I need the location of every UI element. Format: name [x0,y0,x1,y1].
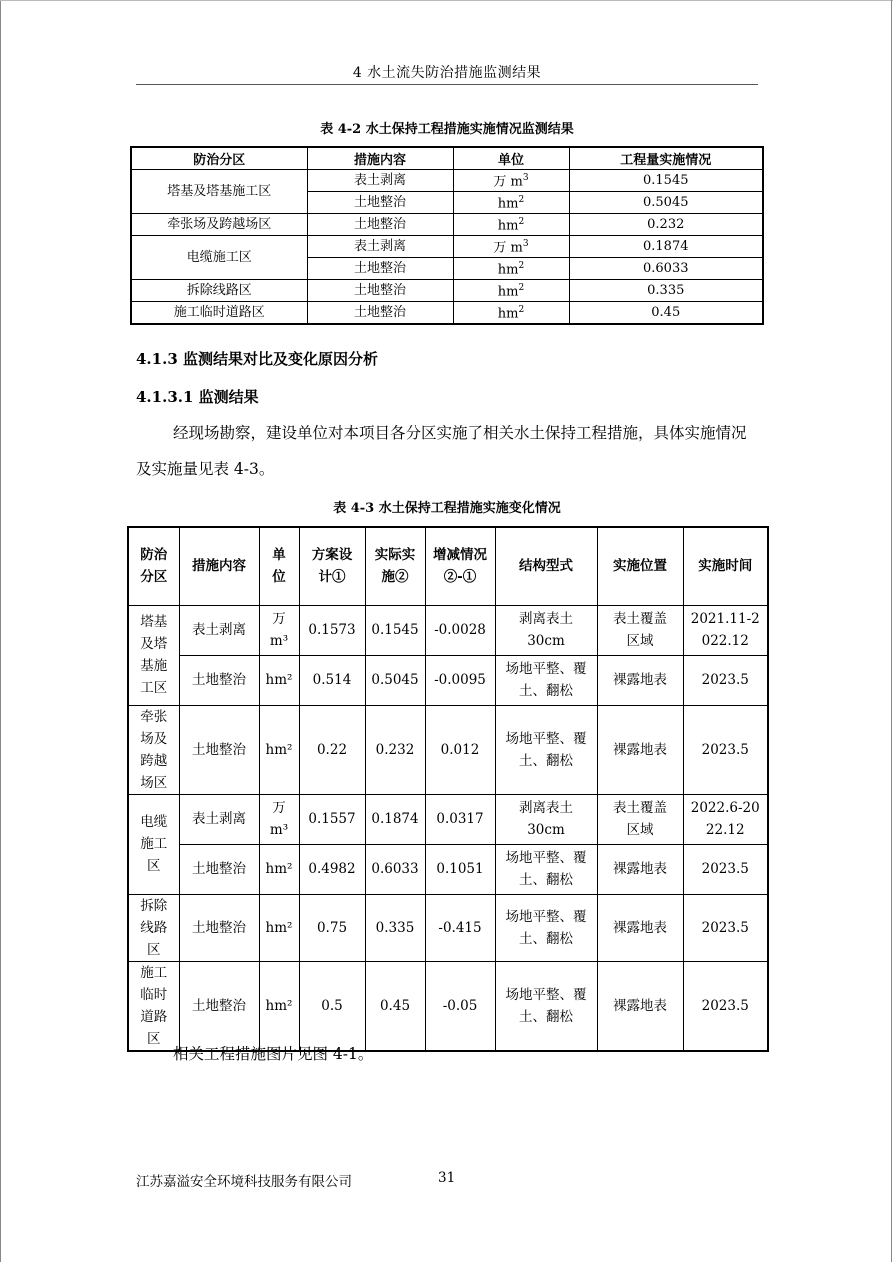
measure-cell: 土地整治 [307,302,453,325]
amount-cell: 0.232 [569,214,763,236]
measure-cell: 土地整治 [307,258,453,280]
plan-cell: 0.75 [299,894,365,961]
table2-caption: 表 4-3 水土保持工程措施实施变化情况 [333,501,561,516]
table-header-row [131,147,763,170]
unit-cell: hm² [259,844,299,894]
diff-cell: 0.012 [425,705,495,794]
table-header-row [128,527,768,605]
running-header: 4 水土流失防治措施监测结果 [352,65,542,81]
structure-cell: 场地平整、覆土、翻松 [495,961,597,1051]
amount-cell: 0.45 [569,302,763,325]
page-border-right [891,0,892,1262]
body-paragraph: 经现场勘察，建设单位对本项目各分区实施了相关水土保持工程措施，具体实施情况及实施量见表 4-3。 [136,424,747,478]
section-heading: 4.1.3 监测结果对比及变化原因分析 [136,350,378,368]
table-row [128,605,768,655]
measure-cell: 表土剥离 [179,794,259,844]
diff-cell: -0.05 [425,961,495,1051]
measure-cell: 土地整治 [179,705,259,794]
table-row [131,302,763,325]
actual-cell: 0.1545 [365,605,425,655]
unit-cell: $hm^2$ [453,258,569,280]
zone-cell: 牵张场及跨越场区 [131,214,307,236]
measure-cell: 土地整治 [307,280,453,302]
unit-cell: $hm^2$ [453,280,569,302]
measure-cell: 表土剥离 [307,170,453,192]
column-header: 单位 [259,527,299,605]
actual-cell: 0.5045 [365,655,425,705]
location-cell: 裸露地表 [597,961,683,1051]
time-cell: 2023.5 [683,894,768,961]
structure-cell: 场地平整、覆土、翻松 [495,655,597,705]
zone-cell: 施工临时道路区 [128,961,179,1051]
table-row [131,170,763,192]
table-row [131,236,763,258]
location-cell: 裸露地表 [597,655,683,705]
zone-cell: 电缆施工区 [131,236,307,280]
unit-cell: 万m³ [259,794,299,844]
zone-cell: 牵张场及跨越场区 [128,705,179,794]
measure-cell: 土地整治 [307,214,453,236]
measure-cell: 土地整治 [179,655,259,705]
measure-cell: 表土剥离 [179,605,259,655]
zone-cell: 塔基及塔基施工区 [128,605,179,705]
structure-cell: 场地平整、覆土、翻松 [495,705,597,794]
page-border [0,0,1,1262]
table-row [131,214,763,236]
plan-cell: 0.1557 [299,794,365,844]
time-cell: 2021.11-2022.12 [683,605,768,655]
footer-company: 江苏嘉溢安全环境科技服务有限公司 [136,1174,352,1190]
table-row [128,894,768,961]
unit-cell: $hm^2$ [453,302,569,325]
measure-cell: 土地整治 [179,844,259,894]
unit-cell: $hm^2$ [453,214,569,236]
unit-cell: hm² [259,705,299,794]
location-cell: 裸露地表 [597,705,683,794]
unit-cell: $hm^2$ [453,192,569,214]
structure-cell: 剥离表土30cm [495,605,597,655]
column-header: 措施内容 [307,147,453,170]
table-row [128,705,768,794]
structure-cell: 剥离表土30cm [495,794,597,844]
body-paragraph: 相关工程措施图片见图 4-1。 [173,1045,374,1063]
column-header: 结构型式 [495,527,597,605]
time-cell: 2023.5 [683,961,768,1051]
column-header: 实施时间 [683,527,768,605]
amount-cell: 0.1874 [569,236,763,258]
measure-cell: 土地整治 [179,961,259,1051]
table-4-3 [127,526,769,1052]
table-row [128,794,768,844]
location-cell: 表土覆盖区域 [597,794,683,844]
column-header: 方案设计① [299,527,365,605]
unit-cell: 万m³ [259,605,299,655]
plan-cell: 0.5 [299,961,365,1051]
amount-cell: 0.1545 [569,170,763,192]
actual-cell: 0.335 [365,894,425,961]
location-cell: 表土覆盖区域 [597,605,683,655]
table-4-2 [130,146,764,325]
zone-cell: 施工临时道路区 [131,302,307,325]
diff-cell: -0.0028 [425,605,495,655]
amount-cell: 0.335 [569,280,763,302]
table1-caption: 表 4-2 水土保持工程措施实施情况监测结果 [320,122,574,137]
unit-cell: hm² [259,655,299,705]
table-row [128,844,768,894]
zone-cell: 电缆施工区 [128,794,179,894]
column-header: 措施内容 [179,527,259,605]
column-header: 工程量实施情况 [569,147,763,170]
actual-cell: 0.232 [365,705,425,794]
structure-cell: 场地平整、覆土、翻松 [495,894,597,961]
column-header: 防治分区 [128,527,179,605]
column-header: 增减情况②-① [425,527,495,605]
page-border-top [0,0,893,1]
measure-cell: 土地整治 [179,894,259,961]
column-header: 实际实施② [365,527,425,605]
header-rule [136,84,758,85]
plan-cell: 0.1573 [299,605,365,655]
column-header: 实施位置 [597,527,683,605]
actual-cell: 0.45 [365,961,425,1051]
location-cell: 裸露地表 [597,894,683,961]
diff-cell: 0.1051 [425,844,495,894]
column-header: 单位 [453,147,569,170]
structure-cell: 场地平整、覆土、翻松 [495,844,597,894]
unit-cell: hm² [259,961,299,1051]
actual-cell: 0.6033 [365,844,425,894]
subsection-heading: 4.1.3.1 监测结果 [136,388,259,406]
unit-cell: hm² [259,894,299,961]
time-cell: 2023.5 [683,705,768,794]
table-row [131,280,763,302]
diff-cell: 0.0317 [425,794,495,844]
time-cell: 2023.5 [683,844,768,894]
unit-cell: 万 $m^3$ [453,170,569,192]
plan-cell: 0.4982 [299,844,365,894]
amount-cell: 0.5045 [569,192,763,214]
zone-cell: 塔基及塔基施工区 [131,170,307,214]
table-row [128,655,768,705]
page-number: 31 [438,1170,456,1186]
zone-cell: 拆除线路区 [131,280,307,302]
time-cell: 2022.6-2022.12 [683,794,768,844]
time-cell: 2023.5 [683,655,768,705]
measure-cell: 表土剥离 [307,236,453,258]
actual-cell: 0.1874 [365,794,425,844]
column-header: 防治分区 [131,147,307,170]
diff-cell: -0.415 [425,894,495,961]
diff-cell: -0.0095 [425,655,495,705]
location-cell: 裸露地表 [597,844,683,894]
plan-cell: 0.22 [299,705,365,794]
plan-cell: 0.514 [299,655,365,705]
amount-cell: 0.6033 [569,258,763,280]
unit-cell: 万 $m^3$ [453,236,569,258]
zone-cell: 拆除线路区 [128,894,179,961]
measure-cell: 土地整治 [307,192,453,214]
